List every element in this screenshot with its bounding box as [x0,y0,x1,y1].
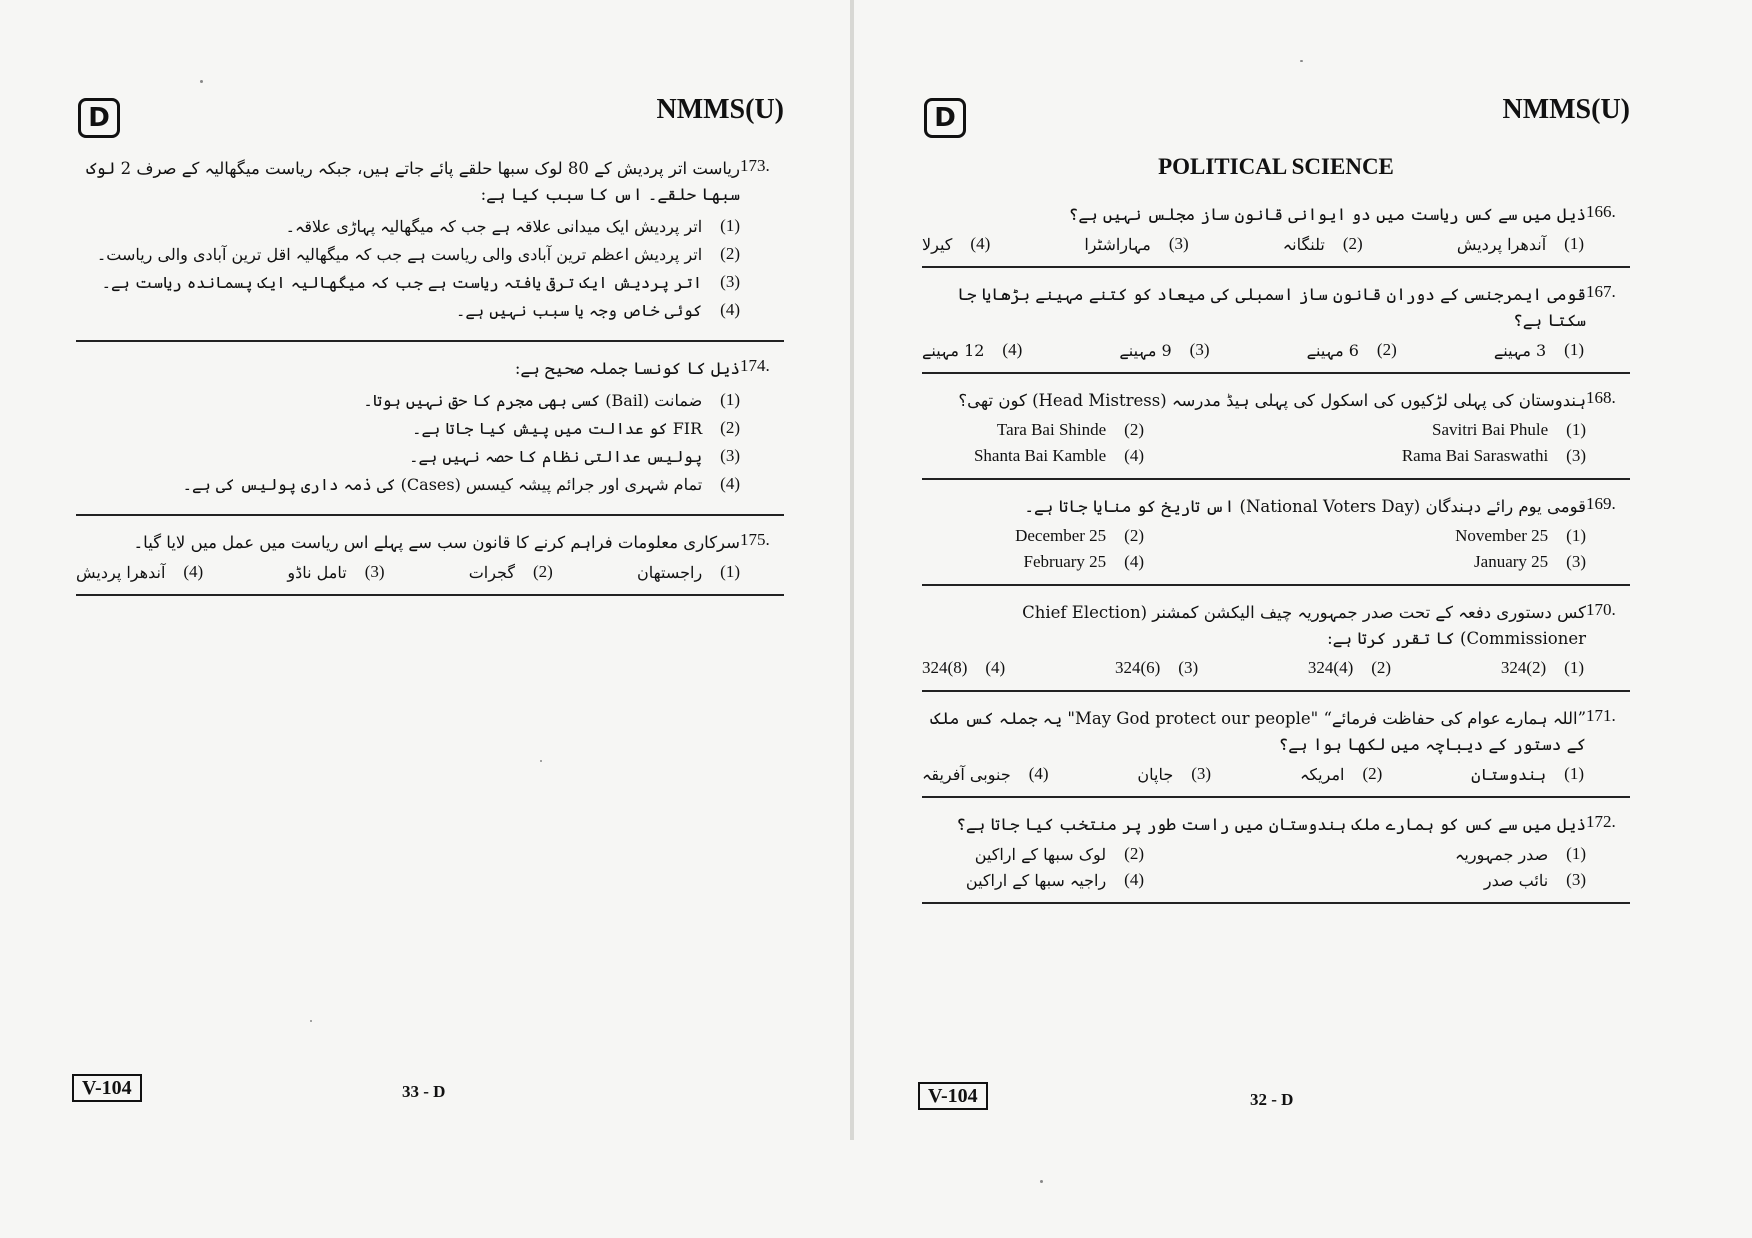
option: (3) 9 مہینے [1119,340,1210,360]
option: (2) 324(4) [1307,658,1392,677]
option: (1) اتر پردیش ایک میدانی علاقہ ہے جب کہ میگھالیہ پہاڑی علاقہ۔ [285,216,740,236]
left-exam-title: NMMS(U) [656,94,784,125]
option: (4) راجیہ سبھا کے اراکین [965,870,1144,890]
option: (2) اتر پردیش اعظم ترین آبادی والی ریاست ہے جب کہ میگھالیہ اقل ترین آبادی والی ریاست۔ [96,244,740,264]
question-167 [922,268,1630,374]
question-number: 173. [740,156,770,175]
option: (4) تمام شہری اور جرائم پیشہ کیسس (Cases) کی ذمہ داری پولیس کی ہے۔ [182,474,740,494]
option: (4) 12 مہینے [922,340,1023,360]
scan-speck [200,80,203,83]
option: (2) Tara Bai Shinde [996,420,1144,439]
option: (3) اتر پردیش ایک ترقی یافتہ ریاست ہے جب کہ میگھالیہ ایک پسماندہ ریاست ہے۔ [101,272,740,292]
option: (1) راجستھان [637,562,740,582]
option: (1) 3 مہینے [1493,340,1584,360]
question-text: ذیل کا کونسا جملہ صحیح ہے: [514,359,740,378]
question-number: 175. [740,530,770,549]
question-number: 166. [1586,202,1616,221]
option: (3) جاپان [1137,764,1212,784]
question-text: ذیل میں سے کس کو ہمارے ملک ہندوستان میں راست طور پر منتخب کیا جاتا ہے؟ [956,815,1586,834]
option: (2) لوک سبھا کے اراکین [974,844,1144,864]
question-text: ذیل میں سے کس ریاست میں دو ایوانی قانون ساز مجلس نہیں ہے؟ [1068,205,1586,224]
question-172 [922,798,1630,904]
section-title: POLITICAL SCIENCE [1158,154,1394,179]
question-text: ”اللہ ہمارے عوام کی حفاظت فرمائے“ "May God protect our people" یہ جملہ کس ملک کے دستور کے دیباچہ میں لکھا ہوا ہے؟ [930,709,1586,754]
option: (4) کوئی خاص وجہ یا سبب نہیں ہے۔ [456,300,740,320]
option: (1) Savitri Bai Phule [1432,420,1586,439]
option: (4) جنوبی آفریقہ [922,764,1049,784]
option: (4) February 25 [1023,552,1144,571]
question-number: 167. [1586,282,1616,301]
option: (1) November 25 [1455,526,1586,545]
option: (2) گجرات [468,562,553,582]
right-header [922,90,1630,132]
option: (2) December 25 [1015,526,1144,545]
question-170 [922,586,1630,692]
page-fold [850,0,854,1140]
question-175 [76,516,784,596]
option: (4) آندھرا پردیش [76,562,204,582]
question-174 [76,342,784,516]
option: (3) مہاراشٹرا [1084,234,1189,254]
question-number: 168. [1586,388,1616,407]
right-footer-code: V-104 [918,1082,988,1110]
option: (3) January 25 [1474,552,1586,571]
left-header [76,90,784,132]
right-page [922,90,1630,904]
question-number: 171. [1586,706,1616,725]
option: (2) FIR کو عدالت میں پیش کیا جاتا ہے۔ [412,418,740,438]
question-number: 169. [1586,494,1616,513]
question-text: کس دستوری دفعہ کے تحت صدر جمہوریہ چیف الیکشن کمشنر (Chief Election Commissioner) کا تقرر کرتا ہے: [1022,603,1586,648]
question-169 [922,480,1630,586]
option: (2) تلنگانہ [1282,234,1363,254]
option: (2) امریکہ [1299,764,1383,784]
scan-speck [1300,60,1303,62]
option: (4) 324(8) [922,658,1006,677]
option: (1) 324(2) [1500,658,1584,677]
question-text: قومی یوم رائے دہندگان (National Voters Day) اس تاریخ کو منایا جاتا ہے۔ [1024,497,1586,516]
question-text: سرکاری معلومات فراہم کرنے کا قانون سب سے پہلے اس ریاست میں عمل میں لایا گیا۔ [133,533,740,552]
option: (3) پولیس عدالتی نظام کا حصہ نہیں ہے۔ [409,446,740,466]
right-page-number: 32 - D [1250,1090,1294,1109]
option: (1) آندھرا پردیش [1456,234,1584,254]
question-text: ہندوستان کی پہلی لڑکیوں کی اسکول کی پہلی ہیڈ مدرسہ (Head Mistress) کون تھی؟ [958,391,1586,410]
option: (4) Shanta Bai Kamble [973,446,1144,465]
question-text: قومی ایمرجنسی کے دوران قانون ساز اسمبلی کی میعاد کو کتنے مہینے بڑھایا جا سکتا ہے؟ [957,285,1586,330]
question-168 [922,374,1630,480]
question-number: 174. [740,356,770,375]
question-number: 172. [1586,812,1616,831]
option: (1) صدر جمہوریہ [1455,844,1586,864]
option: (3) 324(6) [1114,658,1199,677]
left-footer-code: V-104 [72,1074,142,1102]
left-page-number: 33 - D [402,1082,446,1101]
option: (2) 6 مہینے [1306,340,1397,360]
scan-speck [1040,1180,1043,1183]
option: (1) ہندوستان [1471,764,1584,784]
right-exam-title: NMMS(U) [1502,94,1630,125]
left-booklet-code: D [78,98,120,138]
question-166 [922,188,1630,268]
option: (3) نائب صدر [1483,870,1586,890]
question-number: 170. [1586,600,1616,619]
question-171 [922,692,1630,798]
option: (4) کیرلا [922,234,991,254]
scan-speck [310,1020,312,1022]
option: (1) ضمانت (Bail) کسی بھی مجرم کا حق نہیں ہوتا۔ [363,390,740,410]
option: (3) Rama Bai Saraswathi [1401,446,1586,465]
question-173 [76,142,784,342]
right-booklet-code: D [924,98,966,138]
option: (3) تامل ناڈو [287,562,385,582]
question-text: ریاست اتر پردیش کے 80 لوک سبھا حلقے پائے جاتے ہیں، جبکہ ریاست میگھالیہ کے صرف 2 لوک سبھا حلقے۔ اس کا سبب کیا ہے: [86,159,740,204]
scan-speck [540,760,542,762]
left-page [76,90,784,596]
